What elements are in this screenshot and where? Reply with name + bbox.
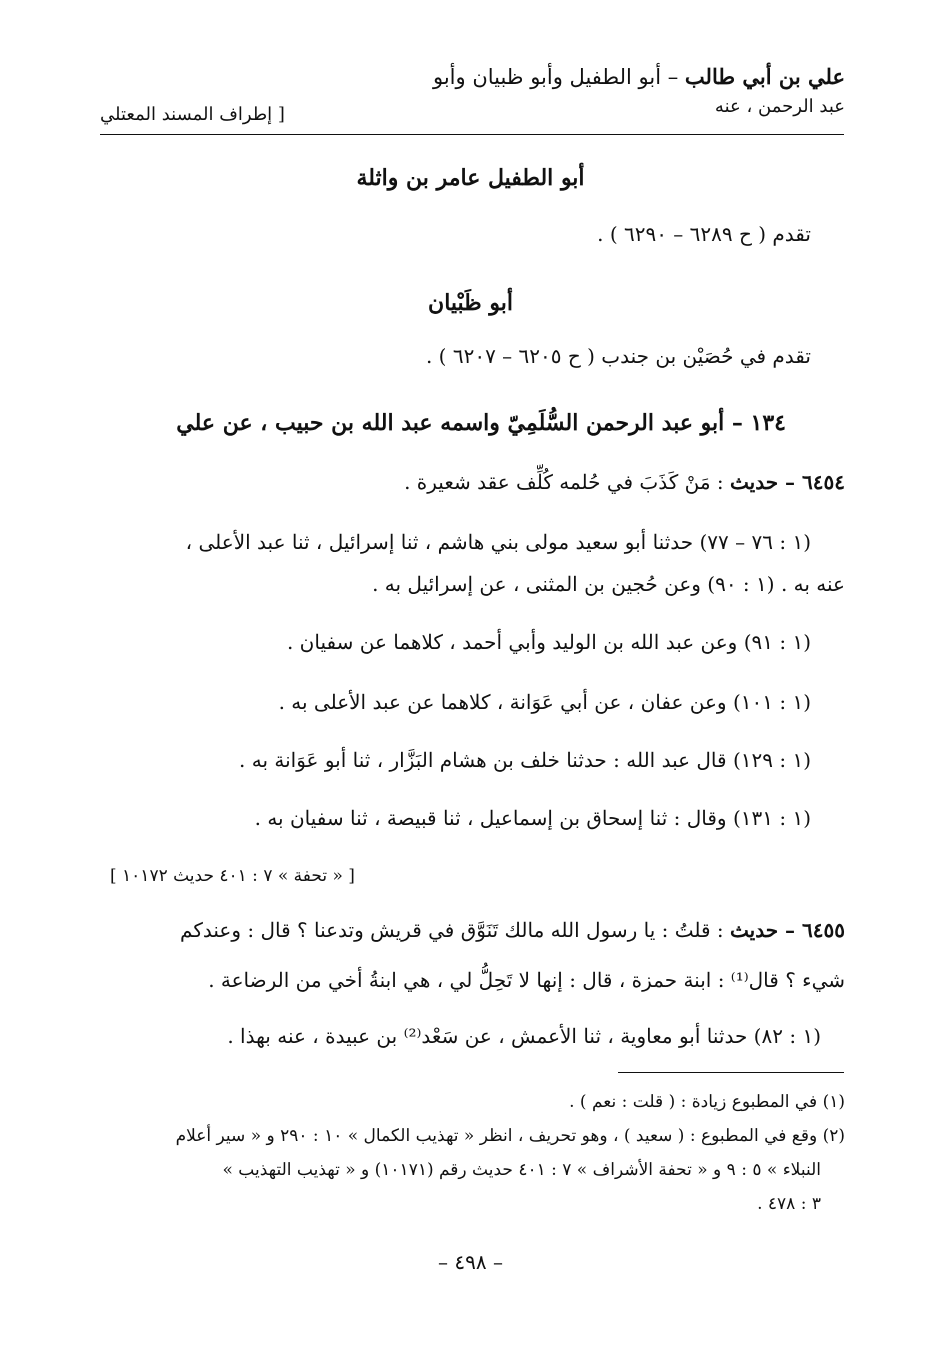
isnad-line: (١ : ١٢٩) قال عبد الله : حدثنا خلف بن هشام البَزَّار ، ثنا أبو عَوَانة به . [239, 748, 811, 772]
hadith-text: : قلتُ : يا رسول الله مالك تَنَوَّق في قريش وتدعنا ؟ قال : وعندكم [180, 918, 731, 942]
isnad-line: عنه به . (١ : ٩٠) وعن حُجين بن المثنى ، عن إسرائيل به . [372, 572, 845, 596]
isnad-line: (١ : ٩١) وعن عبد الله بن الوليد وأبي أحمد ، كلاهما عن سفيان . [286, 630, 811, 654]
running-header-subtitle: عبد الرحمن ، عنه [714, 96, 845, 117]
footnote-2-continued: النبلاء » ٥ : ٩ و « تحفة الأشراف » ٧ : ٤٠١ حديث رقم (١٠١٧١) و « تهذيب التهذيب » [222, 1160, 821, 1180]
section-reference-abu-tufayl: تقدم ( ح ٦٢٨٩ – ٦٢٩٠ ) . [597, 222, 811, 246]
hadith-6454 [404, 470, 845, 494]
hadith-6455 [180, 918, 845, 942]
hadith-text: : مَنْ كَذَبَ في حُلمه كُلِّف عقد شعيرة . [404, 470, 731, 494]
page-number: – ٤٩٨ – [438, 1250, 503, 1274]
footnote-2: (٢) وقع في المطبوع : ( سعيد ) ، وهو تحريف ، انظر « تهذيب الكمال » ١٠ : ٢٩٠ و « سير أعلام [175, 1126, 845, 1146]
header-title-rest: – أبو الطفيل وأبو ظبيان وأبو [432, 65, 685, 89]
header-title-bold: علي بن أبي طالب [684, 64, 845, 89]
hadith-text-continued: شيء ؟ قال⁽¹⁾ : ابنة حمزة ، قال : إنها لا تَحِلُّ لي ، هي ابنةُ أخي من الرضاعة . [208, 968, 845, 992]
footnote-1: (١) في المطبوع زيادة : ( قلت : نعم ) . [569, 1092, 845, 1112]
section-reference-abu-zabyan: تقدم في حُصَيْن بن جندب ( ح ٦٢٠٥ – ٦٢٠٧ ) . [425, 344, 811, 368]
isnad-line: (١ : ٧٦ – ٧٧) حدثنا أبو سعيد مولى بني هاشم ، ثنا إسرائيل ، ثنا عبد الأعلى ، [185, 530, 811, 554]
footnote-2-continued: ٣ : ٤٧٨ . [757, 1194, 821, 1214]
hadith-number: ٦٤٥٥ – حديث [730, 918, 845, 942]
running-header-title [433, 62, 845, 92]
tuhfa-reference: [ « تحفة » ٧ : ٤٠١ حديث ١٠١٧٢ ] [110, 866, 355, 886]
isnad-line: (١ : ٨٢) حدثنا أبو معاوية ، ثنا الأعمش ، عن سَعْد⁽²⁾ بن عبيدة ، عنه بهذا . [227, 1024, 821, 1048]
section-heading-abu-tufayl: أبو الطفيل عامر بن واثلة [356, 165, 585, 191]
section-heading-134: ١٣٤ – أبو عبد الرحمن السُّلَمِيّ واسمه عبد الله بن حبيب ، عن علي [176, 410, 786, 436]
header-rule [100, 134, 844, 135]
isnad-line: (١ : ١٠١) وعن عفان ، عن أبي عَوَانة ، كلاهما عن عبد الأعلى به . [278, 690, 811, 714]
running-header-book-title: [ إطراف المسند المعتلي [100, 104, 285, 125]
footnote-rule [618, 1072, 844, 1073]
isnad-line: (١ : ١٣١) وقال : ثنا إسحاق بن إسماعيل ، ثنا قبيصة ، ثنا سفيان به . [254, 806, 811, 830]
section-heading-abu-zabyan: أبو ظَبْيان [428, 290, 513, 316]
hadith-number: ٦٤٥٤ – حديث [730, 470, 845, 494]
